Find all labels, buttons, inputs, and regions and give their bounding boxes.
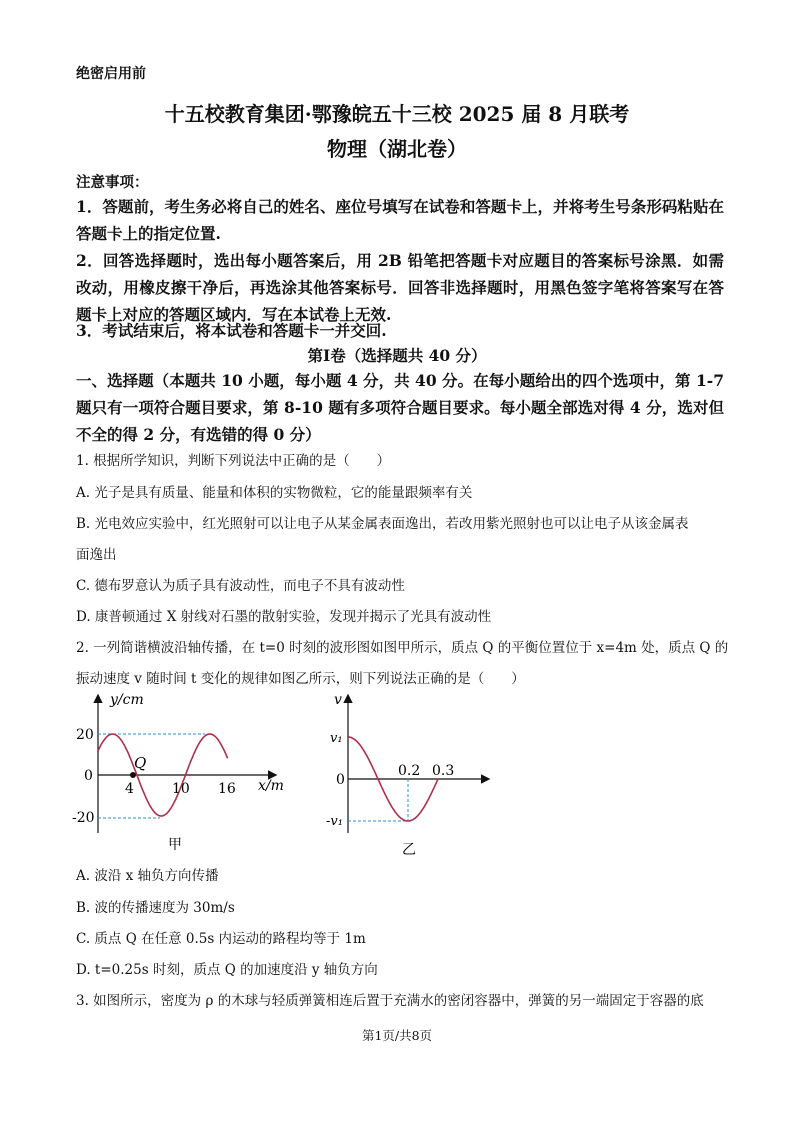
fig2-xtick-02: 0.2 [398,763,421,779]
q2-stem-line1: 2. 一列简谐横波沿轴传播，在 t=0 时刻的波形图如图甲所示，质点 Q 的平衡位置位于 x=4m 处，质点 Q 的 [76,640,729,656]
figure-jia [70,688,290,858]
fig1-xtick-16: 16 [218,781,236,797]
q1-option-b-line2: 面逸出 [76,547,117,563]
fig2-ytick-0: 0 [336,772,345,788]
q2-option-d: D. t=0.25s 时刻，质点 Q 的加速度沿 y 轴负方向 [76,962,378,978]
fig2-caption: 乙 [402,842,416,858]
q1-option-c: C. 德布罗意认为质子具有波动性，而电子不具有波动性 [76,578,405,594]
fig1-xtick-10: 10 [172,781,190,797]
exam-title: 十五校教育集团·鄂豫皖五十三校 2025 届 8 月联考 [164,102,630,126]
section-heading: 第Ⅰ卷（选择题共 40 分） [307,346,487,365]
q2-option-b: B. 波的传播速度为 30m/s [76,900,235,916]
notice-item-2: 2．回答选择题时，选出每小题答案后，用 2B 铅笔把答题卡对应题目的答案标号涂黑．如需改动，用橡皮擦干净后，再选涂其他答案标号．回答非选择题时，用黑色签字笔将答案写在答题卡上对应的答题区域内．写在本试卷上无效. [76,251,724,324]
fig2-ytick-negv1: -v₁ [326,814,343,829]
point-q [130,772,136,778]
fig2-ylabel: v [334,692,342,708]
notice-item-1: 1．答题前，考生务必将自己的姓名、座位号填写在试卷和答题卡上，并将考生号条形码粘贴在答题卡上的指定位置. [76,197,724,243]
q1-option-a: A. 光子是具有质量、能量和体积的实物微粒，它的能量跟频率有关 [76,485,473,501]
notice-item-3: 3．考试结束后，将本试卷和答题卡一并交回. [76,321,387,340]
fig1-ytick-neg20: -20 [72,810,95,826]
q2-option-a: A. 波沿 x 轴负方向传播 [76,868,219,884]
section-instructions: 一、选择题（本题共 10 小题，每小题 4 分，共 40 分。在每小题给出的四个选项中，第 1-7 题只有一项符合题目要求，第 8-10 题有多项符合题目要求。每小题全部选对得 4 分，选对但不全的得 2 分，有选错的得 0 分） [76,371,724,444]
q2-stem-line2: 振动速度 v 随时间 t 变化的规律如图乙所示，则下列说法正确的是（ ） [76,671,525,687]
figure-yi [318,688,498,858]
fig1-xlabel: x/m [258,778,284,794]
q3-stem: 3. 如图所示，密度为 ρ 的木球与轻质弹簧相连后置于充满水的密闭容器中，弹簧的另一端固定于容器的底 [76,993,704,1009]
fig2-xtick-03: 0.3 [432,763,455,779]
q1-option-b-line1: B. 光电效应实验中，红光照射可以让电子从某金属表面逸出，若改用紫光照射也可以让电子从该金属表 [76,516,689,532]
fig1-caption: 甲 [168,837,182,853]
fig2-ytick-v1: v₁ [330,731,343,746]
q2-option-c: C. 质点 Q 在任意 0.5s 内运动的路程均等于 1m [76,931,366,947]
fig1-ylabel: y/cm [110,692,144,708]
exam-subtitle: 物理（湖北卷） [327,137,467,161]
fig1-point-label: Q [134,754,147,772]
fig1-ytick-20: 20 [76,727,94,743]
q1-stem: 1. 根据所学知识，判断下列说法中正确的是（ ） [76,453,391,469]
q1-option-d: D. 康普顿通过 X 射线对石墨的散射实验，发现并揭示了光具有波动性 [76,609,492,625]
page-footer: 第1页/共8页 [361,1028,433,1043]
confidential-mark: 绝密启用前 [76,66,146,82]
fig1-xtick-4: 4 [125,781,134,797]
notice-heading: 注意事项： [76,174,149,191]
fig1-ytick-0: 0 [84,768,93,784]
